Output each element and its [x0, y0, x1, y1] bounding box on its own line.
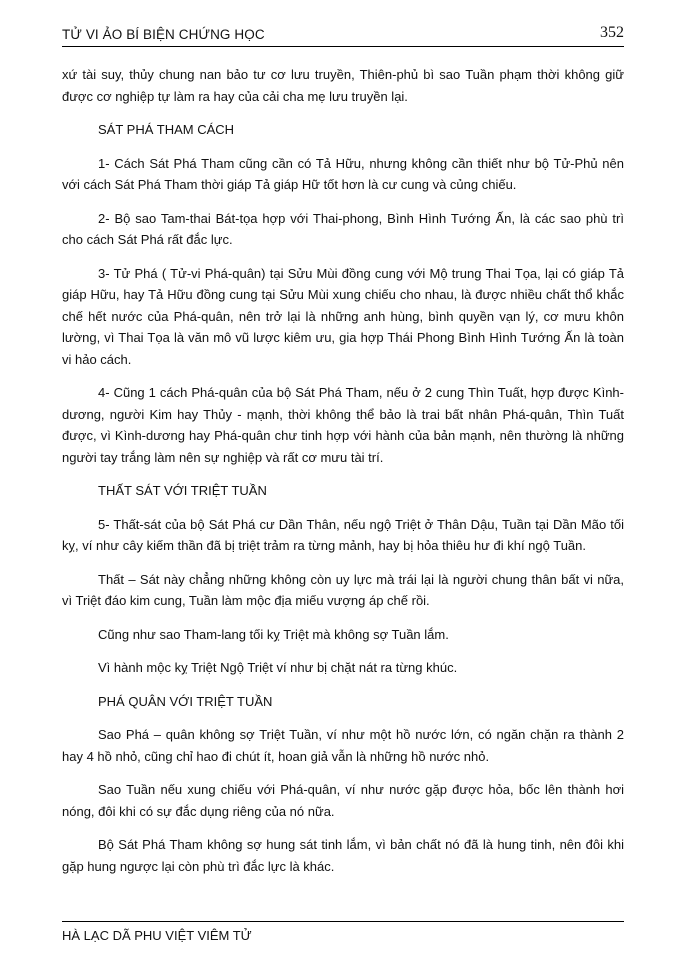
page-body	[62, 64, 624, 877]
section-heading-pha-quan: PHÁ QUÂN VỚI TRIỆT TUẦN	[98, 693, 273, 709]
paragraph: Thất – Sát này chẳng những không còn uy lực mà trái lại là người chung thân bất vi nữa, vì Triệt đáo kim cung, Tuần làm mộc địa miếu vượng áp chế rồi.	[62, 571, 624, 608]
paragraph: Cũng như sao Tham-lang tối kỵ Triệt mà không sợ Tuần lắm.	[98, 626, 449, 642]
footer-author: HÀ LẠC DÃ PHU VIỆT VIÊM TỬ	[62, 928, 252, 943]
paragraph: Vì hành mộc kỵ Triệt Ngộ Triệt ví như bị chặt nát ra từng khúc.	[98, 660, 458, 675]
running-title: TỬ VI ẢO BÍ BIỆN CHỨNG HỌC	[62, 27, 265, 42]
page-header	[62, 24, 624, 47]
paragraph: Bộ Sát Phá Tham không sợ hung sát tinh lắm, vì bản chất nó đã là hung tinh, nên đôi khi gặp hung ngược lại còn phù trì đắc lực là khác.	[62, 837, 624, 874]
section-heading-that-sat: THẤT SÁT VỚI TRIỆT TUẦN	[98, 483, 267, 498]
paragraph-item-3: 3- Tử Phá ( Tử-vi Phá-quân) tại Sửu Mùi đồng cung với Mộ trung Thai Tọa, lại có giáp Tả giáp Hữu, hay Tả Hữu đồng cung tại Sửu Mùi xung chiếu cho nhau, là được nhiều chất thổ khắc chế hết nước của Phá-quân, nên trở lại là những anh hùng, bình quyền vạn lý, cơ mưu khôn lường, vì Thai Tọa là văn mô vũ lược kiêm ưu, gia hợp Thái Phong Bình Hình Tướng Ấn là toàn vi hảo cách.	[62, 265, 624, 367]
paragraph-continuation: xứ tài suy, thủy chung nan bảo tư cơ lưu truyền, Thiên-phủ bì sao Tuần phạm thời không giữ được cơ nghiệp tự làm ra hay của cải cha mẹ lưu truyền lại.	[62, 67, 624, 104]
paragraph: Sao Phá – quân không sợ Triệt Tuần, ví như một hồ nước lớn, có ngăn chặn ra thành 2 hay 4 hồ nhỏ, cũng chỉ hao đi chút ít, hoan giả vẫn là những hồ nước nhỏ.	[62, 727, 624, 764]
page-footer	[62, 921, 624, 943]
section-heading-sat-pha-tham: SÁT PHÁ THAM CÁCH	[98, 122, 235, 137]
page-number: 352	[600, 24, 624, 41]
paragraph-item-4: 4- Cũng 1 cách Phá-quân của bộ Sát Phá Tham, nếu ở 2 cung Thìn Tuất, hợp được Kình-dương, người Kim hay Thủy - mạnh, thời không thể bảo là trai bất nhân Phá-quân, Thìn Tuất được, vì Kình-dương hay Phá-quân chư tinh hợp với hành của bản mạnh, nên thường là những người tay trắng làm nên sự nghiệp và rất cơ mưu tài trí.	[62, 385, 624, 465]
paragraph: Sao Tuần nếu xung chiếu với Phá-quân, ví như nước gặp được hỏa, bốc lên thành hơi nóng, đôi khi có sự đắc dụng riêng của nó nữa.	[62, 782, 624, 819]
paragraph-item-2: 2- Bộ sao Tam-thai Bát-tọa hợp với Thai-phong, Bình Hình Tướng Ấn, là các sao phù trì cho cách Sát Phá rất đắc lực.	[62, 210, 624, 247]
paragraph-item-1: 1- Cách Sát Phá Tham cũng cần có Tả Hữu, nhưng không cần thiết như bộ Tử-Phủ nên với cách Sát Phá Tham thời giáp Tả giáp Hữ tốt hơn là cư cung và củng chiếu.	[62, 155, 624, 192]
paragraph-item-5: 5- Thất-sát của bộ Sát Phá cư Dần Thân, nếu ngộ Triệt ở Thân Dậu, Tuần tại Dần Mão tối kỵ, ví như cây kiếm thần đã bị triệt trảm ra từng mảnh, hay bị hỏa thiêu hư đi khí ngộ Tuần.	[62, 516, 624, 553]
